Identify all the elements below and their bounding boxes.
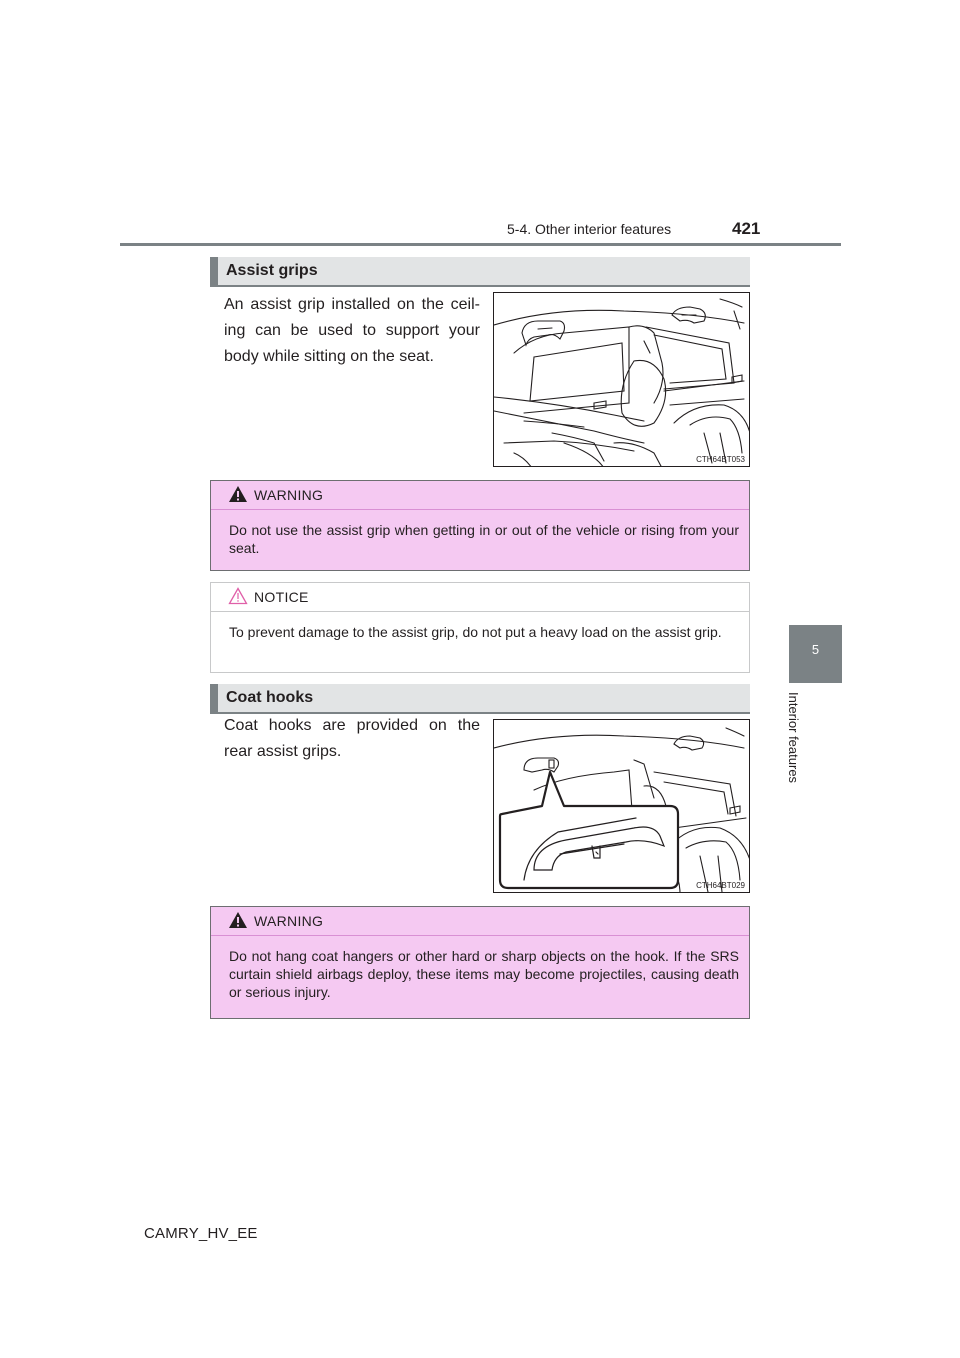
header-rule (120, 243, 841, 246)
warning-triangle-icon (228, 911, 248, 929)
warning-header (211, 481, 749, 510)
paragraph-line: An assist grip installed on the ceil- (224, 296, 480, 313)
section-heading-coat-hooks (210, 684, 750, 712)
warning-text: Do not hang coat hangers or other hard or sharp objects on the hook. If the SRS curtain shield airbags deploy, these items may become projectiles, causing death or serious injury. (229, 948, 739, 1000)
warning-box-assist-grip (210, 480, 750, 571)
chapter-title: Interior features (786, 692, 801, 784)
paragraph-line: body while sitting on the seat. (224, 348, 434, 365)
caution-triangle-icon (228, 587, 248, 605)
warning-header (211, 907, 749, 936)
section-heading-label: Coat hooks (226, 689, 314, 706)
warning-box-coat-hooks (210, 906, 750, 1019)
coat-hook-illustration (493, 719, 750, 893)
paragraph-line: rear assist grips. (224, 743, 342, 760)
figure-code: CTH64BT029 (696, 881, 745, 890)
chapter-title-vertical (781, 692, 803, 796)
header-section-title: 5-4. Other interior features (507, 221, 672, 237)
warning-label: WARNING (254, 487, 324, 503)
assist-grip-drawing (494, 293, 750, 467)
model-code: CAMRY_HV_EE (144, 1225, 258, 1242)
warning-triangle-icon (228, 485, 248, 503)
notice-text: To prevent damage to the assist grip, do not put a heavy load on the assist grip. (229, 624, 722, 640)
notice-box-assist-grip (210, 582, 750, 673)
notice-label: NOTICE (254, 589, 309, 605)
warning-label: WARNING (254, 913, 324, 929)
coat-hooks-paragraph (224, 713, 480, 765)
heading-underline (210, 285, 750, 287)
page-number: 421 (732, 219, 761, 238)
paragraph-line: ing can be used to support your (224, 322, 480, 339)
notice-header (211, 583, 749, 612)
assist-grips-paragraph (224, 292, 480, 370)
warning-text: Do not use the assist grip when getting in or out of the vehicle or rising from your seat. (229, 522, 739, 556)
assist-grip-illustration (493, 292, 750, 467)
paragraph-line: Coat hooks are provided on the (224, 717, 480, 734)
coat-hook-drawing (494, 720, 750, 893)
section-heading-assist-grips (210, 257, 750, 285)
chapter-number: 5 (811, 642, 820, 657)
section-heading-label: Assist grips (226, 262, 318, 279)
figure-code: CTH64BT053 (696, 455, 745, 464)
